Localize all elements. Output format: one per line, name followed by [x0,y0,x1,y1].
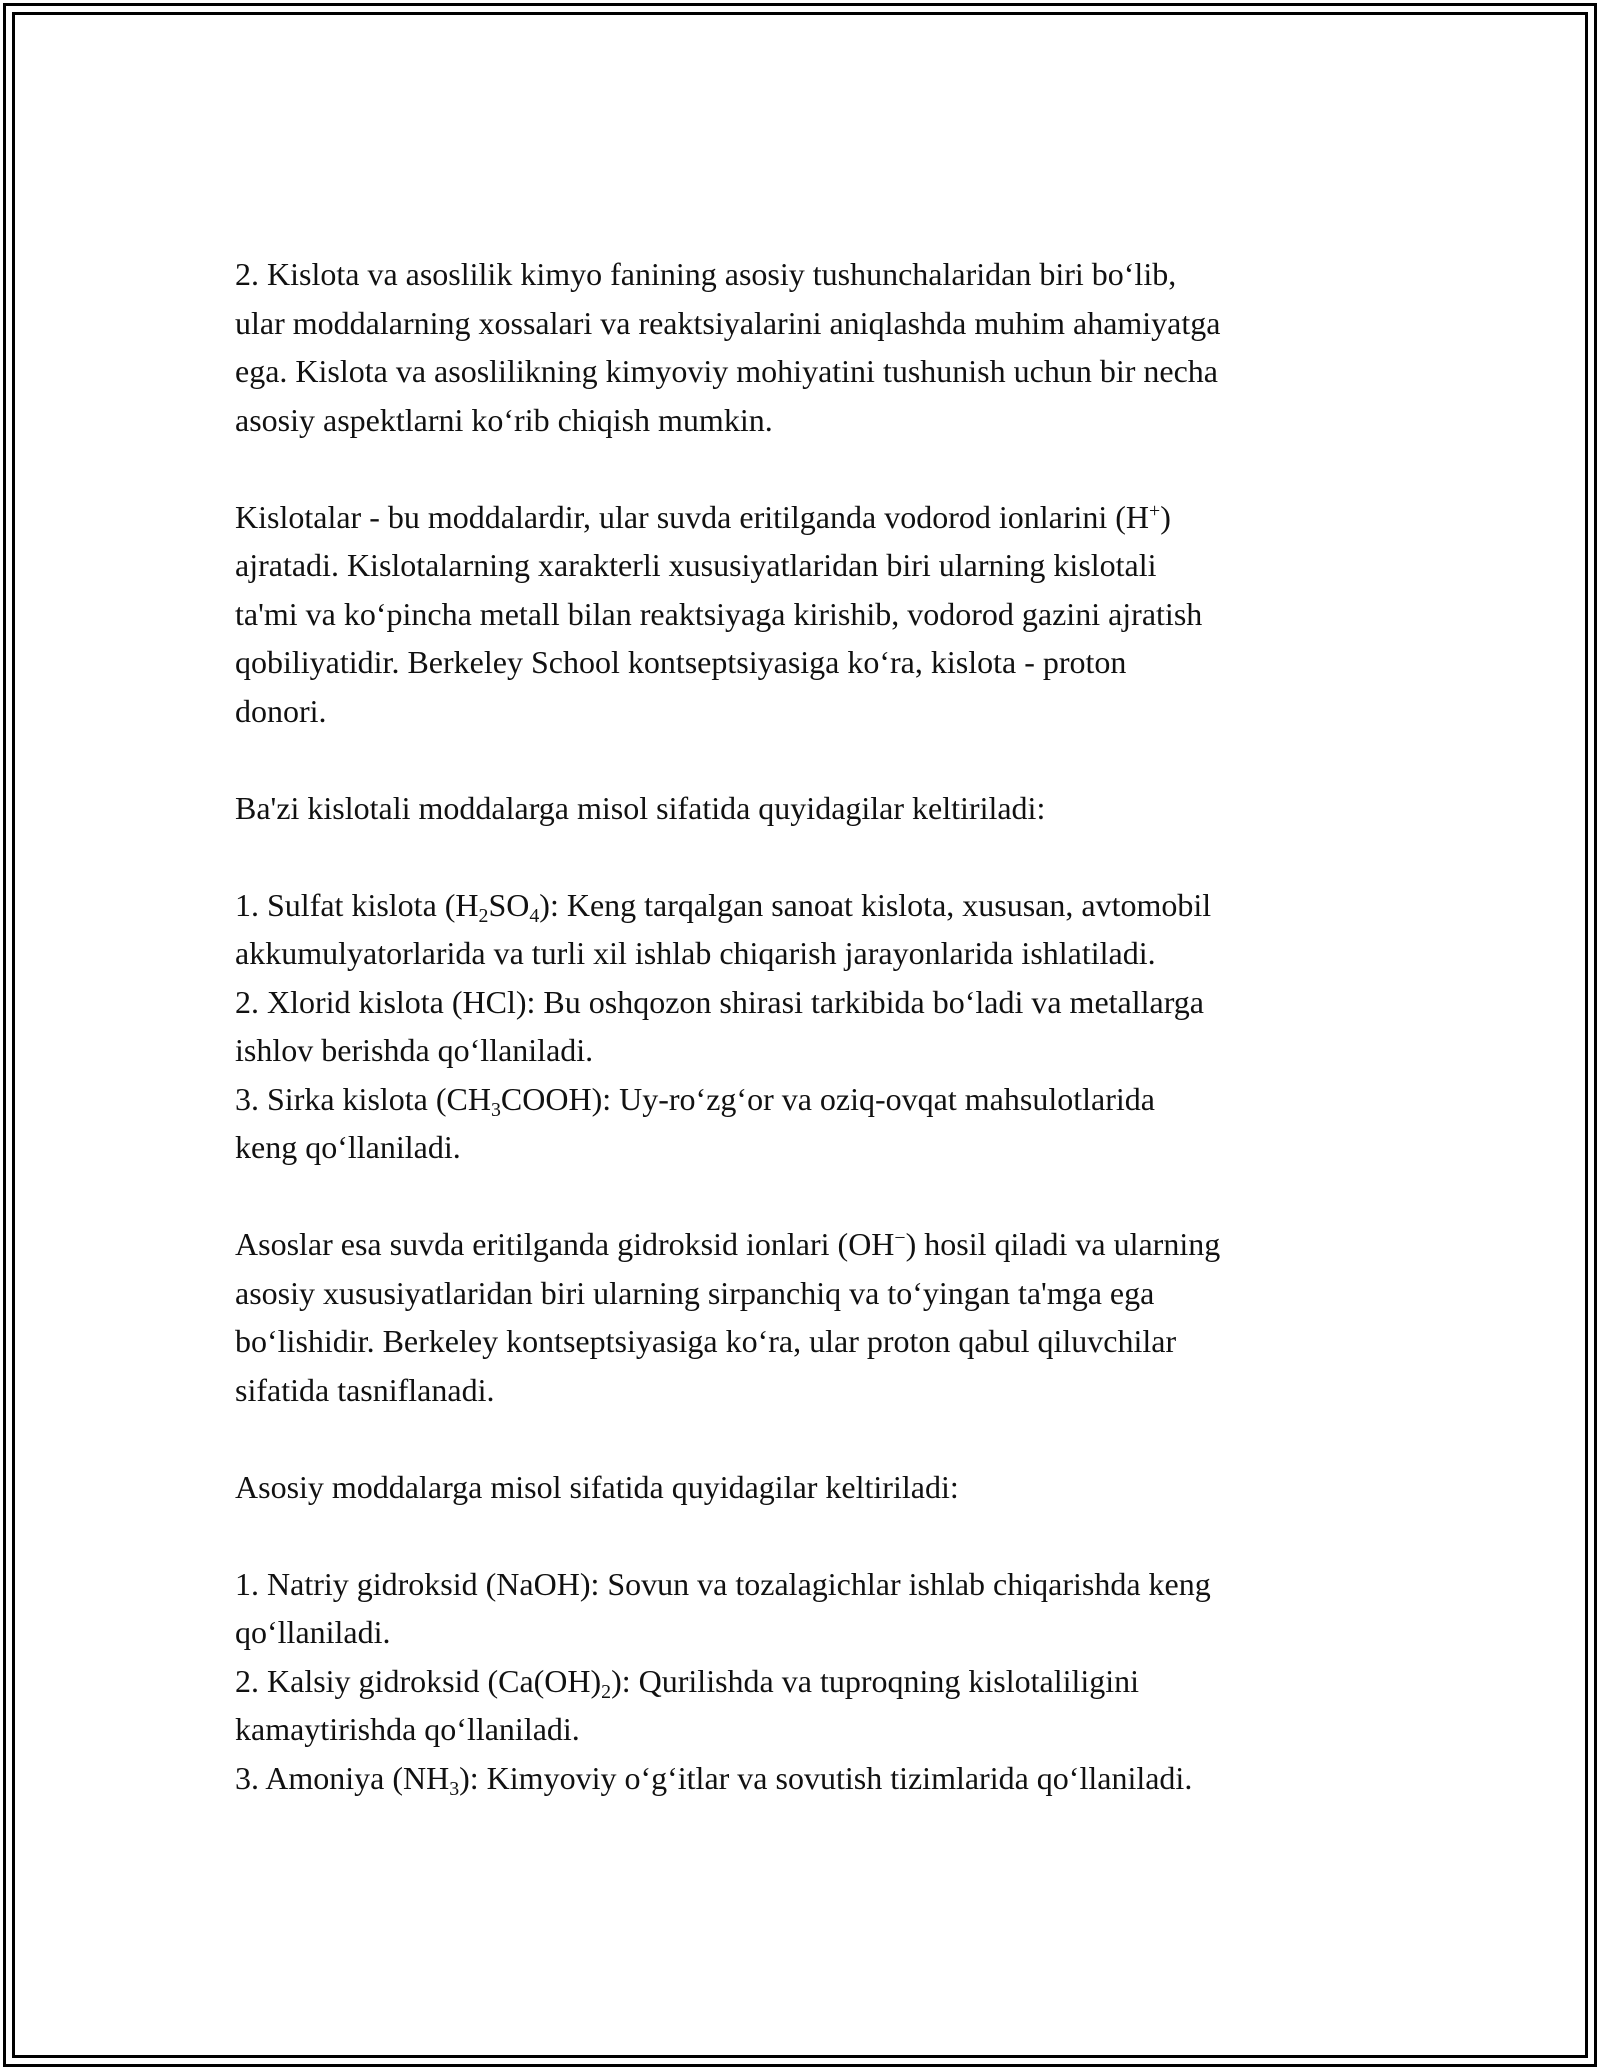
paragraph-intro [235,250,1385,444]
document-body [235,250,1385,1802]
text-line [235,1220,1385,1269]
text-fragment: SO [488,886,530,923]
text-line: ishlov berishda qo‘llaniladi. [235,1032,594,1068]
text-line: ega. Kislota va asoslilikning kimyoviy mohiyatini tushunish uchun bir necha [235,353,1218,389]
superscript: − [894,1227,906,1250]
list-item: 2. Xlorid kislota (HCl): Bu oshqozon shirasi tarkibida bo‘ladi va metallarga [235,983,1204,1020]
subscript: 2 [601,1680,612,1703]
text-fragment: ) [1160,498,1171,535]
text-fragment: ): Qurilishda va tuproqning kislotaliligini [611,1662,1140,1699]
text-line: akkumulyatorlarida va turli xil ishlab chiqarish jarayonlarida ishlatiladi. [235,935,1156,971]
subscript: 3 [449,1777,460,1800]
base-examples-intro [235,1463,1385,1512]
acid-examples-list [235,881,1385,1172]
text-fragment: ): Kimyoviy o‘g‘itlar va sovutish tizimlarida qo‘llaniladi. [459,1759,1193,1796]
text-line: 2. Kislota va asoslilik kimyo fanining asosiy tushunchalaridan biri bo‘lib, [235,256,1177,292]
text-fragment: Kislotalar - bu moddalardir, ular suvda eritilganda vodorod ionlarini (H [235,498,1150,535]
text-line: keng qo‘llaniladi. [235,1129,461,1165]
text-fragment: 2. Kalsiy gidroksid (Ca(OH) [235,1662,602,1699]
text-fragment: COOH): Uy-ro‘zg‘or va oziq-ovqat mahsulotlarida [500,1080,1155,1117]
subscript: 2 [478,904,489,927]
text-fragment: ): Keng tarqalgan sanoat kislota, xususan, avtomobil [539,886,1212,923]
text-line: sifatida tasniflanadi. [235,1371,495,1408]
list-item [235,1075,1385,1124]
text-fragment: 3. Amoniya (NH [235,1759,450,1796]
text-line: asosiy xususiyatlaridan biri ularning sirpanchiq va to‘yingan ta'mga ega [235,1274,1155,1311]
text-line: ular moddalarning xossalari va reaktsiyalarini aniqlashda muhim ahamiyatga [235,304,1221,341]
list-item: 1. Natriy gidroksid (NaOH): Sovun va tozalagichlar ishlab chiqarishda keng [235,1565,1211,1602]
text-line: qobiliyatidir. Berkeley School kontseptsiyasiga ko‘ra, kislota - proton [235,644,1127,680]
text-line: ta'mi va ko‘pincha metall bilan reaktsiyaga kirishib, vodorod gazini ajratish [235,595,1203,632]
text-fragment: 3. Sirka kislota (CH [235,1080,491,1117]
subscript: 4 [529,904,540,927]
text-line: qo‘llaniladi. [235,1614,391,1650]
text-fragment: Asoslar esa suvda eritilganda gidroksid ionlari (OH [235,1226,895,1262]
text-line: Asosiy moddalarga misol sifatida quyidagilar keltiriladi: [235,1468,959,1505]
text-line: ajratadi. Kislotalarning xarakterli xususiyatlaridan biri ularning kislotali [235,547,1157,583]
paragraph-acids [235,493,1385,736]
text-fragment: 1. Sulfat kislota (H [235,886,479,923]
paragraph-bases [235,1220,1385,1414]
text-line [235,493,1385,542]
acid-examples-intro [235,784,1385,833]
text-line: kamaytirishda qo‘llaniladi. [235,1711,580,1747]
text-line: Ba'zi kislotali moddalarga misol sifatida quyidagilar keltiriladi: [235,789,1046,826]
base-examples-list [235,1560,1385,1803]
superscript: + [1149,499,1161,522]
list-item [235,1754,1385,1803]
list-item [235,881,1385,930]
text-line: asosiy aspektlarni ko‘rib chiqish mumkin. [235,401,773,438]
list-item [235,1657,1385,1706]
text-fragment: ) hosil qiladi va ularning [905,1226,1221,1262]
subscript: 3 [490,1098,501,1121]
text-line: donori. [235,692,327,729]
text-line: bo‘lishidir. Berkeley kontseptsiyasiga ko‘ra, ular proton qabul qiluvchilar [235,1323,1177,1359]
